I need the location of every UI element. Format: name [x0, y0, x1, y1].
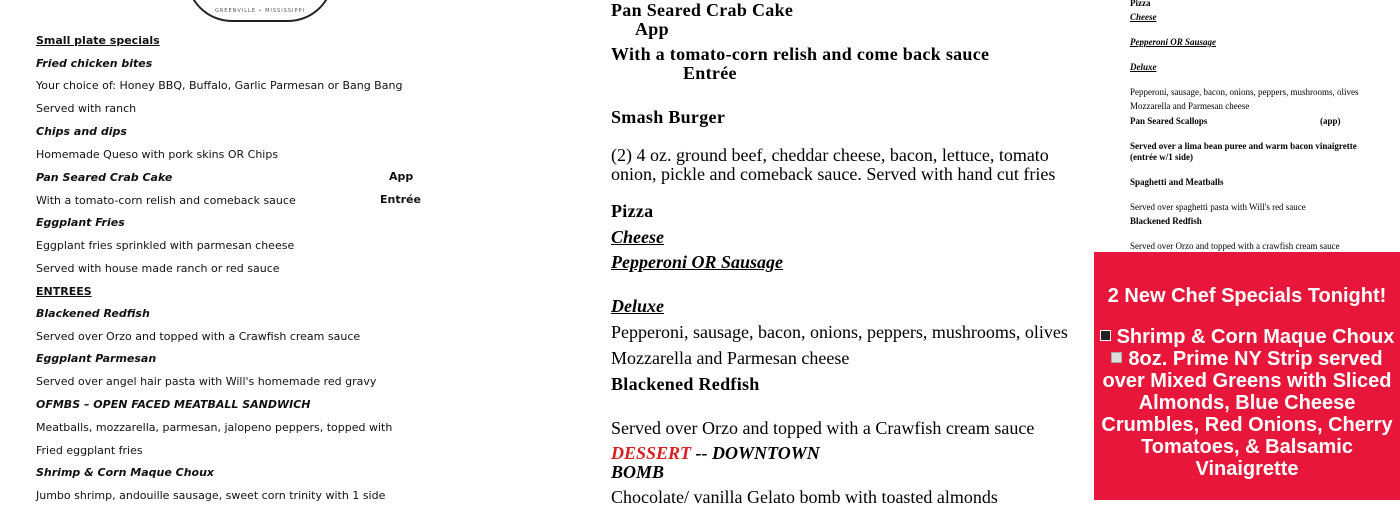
- pizza-pepperoni-or-sausage: Pepperoni OR Sausage: [611, 252, 784, 272]
- item-description: Eggplant fries sprinkled with parmesan cheese: [36, 239, 295, 252]
- logo-text: GREENVILLE • MISSISSIPPI: [214, 8, 306, 14]
- item-description: Mozzarella and Parmesan cheese: [1130, 101, 1250, 111]
- black-square-icon: [1100, 330, 1111, 341]
- item-blackened-redfish: Blackened Redfish: [36, 307, 150, 320]
- item-description: Fried eggplant fries: [36, 444, 143, 457]
- app-tag: App: [635, 19, 669, 39]
- item-description: Jumbo shrimp, andouille sausage, sweet corn trinity with 1 side: [36, 489, 386, 502]
- item-eggplant-parmesan: Eggplant Parmesan: [36, 352, 157, 365]
- app-tag: (app): [1320, 116, 1341, 126]
- pizza-pepperoni-or-sausage: Pepperoni OR Sausage: [1130, 37, 1217, 47]
- item-blackened-redfish: Blackened Redfish: [611, 374, 760, 394]
- section-dessert: [611, 443, 820, 464]
- item-description: Served over Orzo and topped with a Crawfish cream sauce: [611, 418, 1035, 438]
- item-description: Served over spaghetti pasta with Will's red sauce: [1130, 202, 1306, 212]
- app-tag: App: [389, 170, 414, 183]
- item-chips-and-dips: Chips and dips: [36, 125, 127, 138]
- item-pan-seared-scallops: Pan Seared Scallops: [1130, 116, 1208, 126]
- promo-body: [1096, 326, 1398, 480]
- item-description: Homemade Queso with pork skins OR Chips: [36, 148, 279, 161]
- restaurant-logo: [186, 0, 334, 22]
- item-description: Pepperoni, sausage, bacon, onions, peppers, mushrooms, olives: [1130, 87, 1359, 97]
- pizza-deluxe: Deluxe: [1130, 62, 1157, 72]
- promo-item-1: Shrimp & Corn Maque Choux: [1116, 326, 1395, 348]
- right-menu-column: [1130, 0, 1390, 252]
- item-description: (entrée w/1 side): [1130, 152, 1193, 162]
- item-description: Chocolate/ vanilla Gelato bomb with toasted almonds: [611, 487, 998, 507]
- item-shrimp-corn-maque-choux: Shrimp & Corn Maque Choux: [36, 466, 215, 479]
- item-pan-seared-crab-cake: Pan Seared Crab Cake: [611, 0, 794, 20]
- item-fried-chicken-bites: Fried chicken bites: [36, 57, 153, 70]
- entree-tag: Entrée: [683, 63, 737, 83]
- dessert-name-cont: BOMB: [611, 462, 665, 482]
- promo-item-2: 8oz. Prime NY Strip served over Mixed Greens with Sliced Almonds, Blue Cheese Crumbles, Red Onions, Cherry Tomatoes, & Balsamic Vinaigrette: [1101, 348, 1393, 480]
- promo-title: 2 New Chef Specials Tonight!: [1107, 285, 1387, 307]
- item-description: Served with house made ranch or red sauce: [36, 262, 280, 275]
- middle-menu-column: [611, 0, 1081, 507]
- section-small-plate-specials: Small plate specials: [36, 34, 160, 47]
- pizza-deluxe: Deluxe: [611, 296, 664, 316]
- item-blackened-redfish: Blackened Redfish: [1130, 216, 1202, 226]
- left-menu-column: [36, 0, 436, 500]
- item-spaghetti-and-meatballs: Spaghetti and Meatballs: [1130, 177, 1224, 187]
- item-description: Served over angel hair pasta with Will's homemade red gravy: [36, 375, 377, 388]
- item-description: Served over Orzo and topped with a crawfish cream sauce: [1130, 241, 1340, 251]
- item-description: Served over a lima bean puree and warm bacon vinaigrette: [1130, 141, 1357, 151]
- item-description: Served over Orzo and topped with a Crawfish cream sauce: [36, 330, 361, 343]
- dessert-label: DESSERT: [611, 443, 692, 463]
- item-description: Meatballs, mozzarella, parmesan, jalopeno peppers, topped with: [36, 421, 393, 434]
- section-entrees: ENTREES: [36, 285, 92, 298]
- item-smash-burger: Smash Burger: [611, 107, 726, 127]
- item-description: Mozzarella and Parmesan cheese: [611, 348, 850, 368]
- item-description: With a tomato-corn relish and come back sauce: [611, 44, 990, 64]
- item-description: onion, pickle and comeback sauce. Served with hand cut fries: [611, 164, 1056, 184]
- white-square-icon: [1111, 352, 1122, 363]
- item-description: Served with ranch: [36, 102, 137, 115]
- section-pizza: Pizza: [611, 201, 654, 221]
- item-description: (2) 4 oz. ground beef, cheddar cheese, bacon, lettuce, tomato: [611, 145, 1049, 165]
- item-description: With a tomato-corn relish and comeback sauce: [36, 194, 296, 207]
- section-pizza: Pizza: [1130, 0, 1151, 8]
- item-description: Your choice of: Honey BBQ, Buffalo, Garlic Parmesan or Bang Bang: [36, 79, 403, 92]
- chef-specials-promo: [1094, 252, 1400, 500]
- item-pan-seared-crab-cake: Pan Seared Crab Cake: [36, 171, 173, 184]
- entree-tag: Entrée: [380, 193, 421, 206]
- item-ofmbs: OFMBS – OPEN FACED MEATBALL SANDWICH: [36, 398, 311, 411]
- item-description: Pepperoni, sausage, bacon, onions, peppers, mushrooms, olives: [611, 322, 1068, 342]
- pizza-cheese: Cheese: [611, 227, 664, 247]
- item-eggplant-fries: Eggplant Fries: [36, 216, 125, 229]
- dessert-name: -- DOWNTOWN: [691, 443, 820, 463]
- pizza-cheese: Cheese: [1130, 12, 1157, 22]
